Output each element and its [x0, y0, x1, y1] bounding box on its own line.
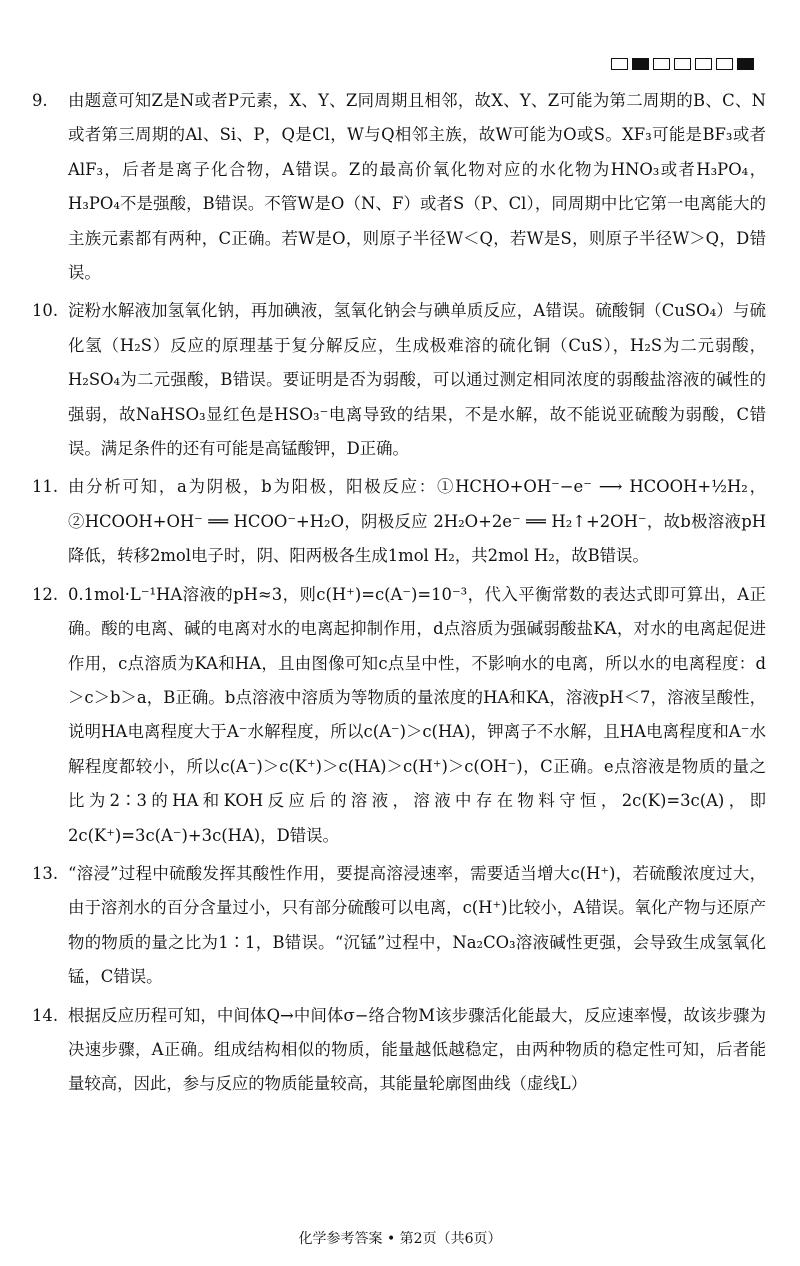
header-mark-box: [653, 58, 670, 70]
item-number: 13.: [32, 863, 59, 883]
item-number: 9.: [32, 91, 48, 110]
item-text: 淀粉水解液加氢氧化钠，再加碘液，氢氧化钠会与碘单质反应，A错误。硫酸铜（CuSO₄）与硫化氢（H₂S）反应的原理基于复分解反应，生成极难溶的硫化铜（CuS），H₂S为二元弱酸，H₂SO₄为二元强酸，B错误。要证明是否为弱酸，可以通过测定相同浓度的弱酸盐溶液的碱性的强弱，故NaHSO₃显红色是HSO₃⁻电离导致的结果，不是水解，故不能说亚硫酸为弱酸，C错误。满足条件的还有可能是高锰酸钾，D正确。: [68, 301, 766, 459]
answer-item-9: [32, 84, 766, 290]
item-number: 12.: [32, 584, 59, 604]
item-number: 11.: [32, 477, 59, 497]
item-text: 根据反应历程可知，中间体Q→中间体σ−络合物M该步骤活化能最大，反应速率慢，故该步骤为决速步骤，A正确。组成结构相似的物质，能量越低越稳定，由两种物质的稳定性可知，后者能量较高，因此，参与反应的物质能量较高，其能量轮廓图曲线（虚线L）: [68, 1005, 766, 1094]
header-mark-box: [737, 58, 754, 70]
answer-item-11: [32, 470, 766, 573]
item-text: 由分析可知，a为阴极，b为阳极，阳极反应：①HCHO+OH⁻−e⁻ ⟶ HCOOH+½H₂，②HCOOH+OH⁻ ══ HCOO⁻+H₂O，阴极反应 2H₂O+2e⁻ ══ H₂↑+2OH⁻，故b极溶液pH降低，转移2mol电子时，阴、阳两极各生成1mol H₂，共2mol H₂，故B错误。: [68, 477, 766, 566]
header-mark-box: [716, 58, 733, 70]
item-text: 由题意可知Z是N或者P元素，X、Y、Z同周期且相邻，故X、Y、Z可能为第二周期的B、C、N或者第三周期的Al、Si、P，Q是Cl，W与Q相邻主族，故W可能为O或S。XF₃可能是BF₃或者AlF₃，后者是离子化合物，A错误。Z的最高价氧化物对应的水化物为HNO₃或者H₃PO₄，H₃PO₄不是强酸，B错误。不管W是O（N、F）或者S（P、Cl），同周期中比它第一电离能大的主族元素都有两种，C正确。若W是O，则原子半径W＜Q，若W是S，则原子半径W＞Q，D错误。: [68, 91, 766, 283]
answer-item-12: [32, 578, 766, 853]
item-text: 0.1mol·L⁻¹HA溶液的pH≈3，则c(H⁺)=c(A⁻)=10⁻³，代入平衡常数的表达式即可算出，A正确。酸的电离、碱的电离对水的电离起抑制作用，d点溶质为强碱弱酸盐KA，对水的电离起促进作用，c点溶质为KA和HA，且由图像可知c点呈中性，不影响水的电离，所以水的电离程度：d＞c＞b＞a，B正确。b点溶液中溶质为等物质的量浓度的HA和KA，溶液pH＜7，溶液呈酸性，说明HA电离程度大于A⁻水解程度，所以c(A⁻)＞c(HA)，钾离子不水解，且HA电离程度和A⁻水解程度都较小，所以c(A⁻)＞c(K⁺)＞c(HA)＞c(H⁺)＞c(OH⁻)，C正确。e点溶液是物质的量之比为2∶3的HA和KOH反应后的溶液，溶液中存在物料守恒，2c(K)=3c(A)，即2c(K⁺)=3c(A⁻)+3c(HA)，D错误。: [68, 584, 766, 845]
header-marks: [611, 58, 754, 70]
item-text: “溶浸”过程中硫酸发挥其酸性作用，要提高溶浸速率，需要适当增大c(H⁺)，若硫酸浓度过大，由于溶剂水的百分含量过小，只有部分硫酸可以电离，c(H⁺)比较小，A错误。氧化产物与还原产物的物质的量之比为1∶1，B错误。“沉锰”过程中，Na₂CO₃溶液碱性更强，会导致生成氢氧化锰，C错误。: [68, 863, 766, 987]
answer-item-14: [32, 999, 766, 1102]
page-footer: 化学参考答案 • 第2页（共6页）: [298, 1231, 502, 1247]
item-number: 14.: [32, 1005, 59, 1025]
answer-item-10: [32, 294, 766, 466]
item-number: 10.: [32, 301, 59, 321]
answer-content: [32, 84, 766, 1102]
header-mark-box: [695, 58, 712, 70]
header-mark-box: [632, 58, 649, 70]
header-mark-box: [674, 58, 691, 70]
header-mark-box: [611, 58, 628, 70]
answer-item-13: [32, 857, 766, 995]
